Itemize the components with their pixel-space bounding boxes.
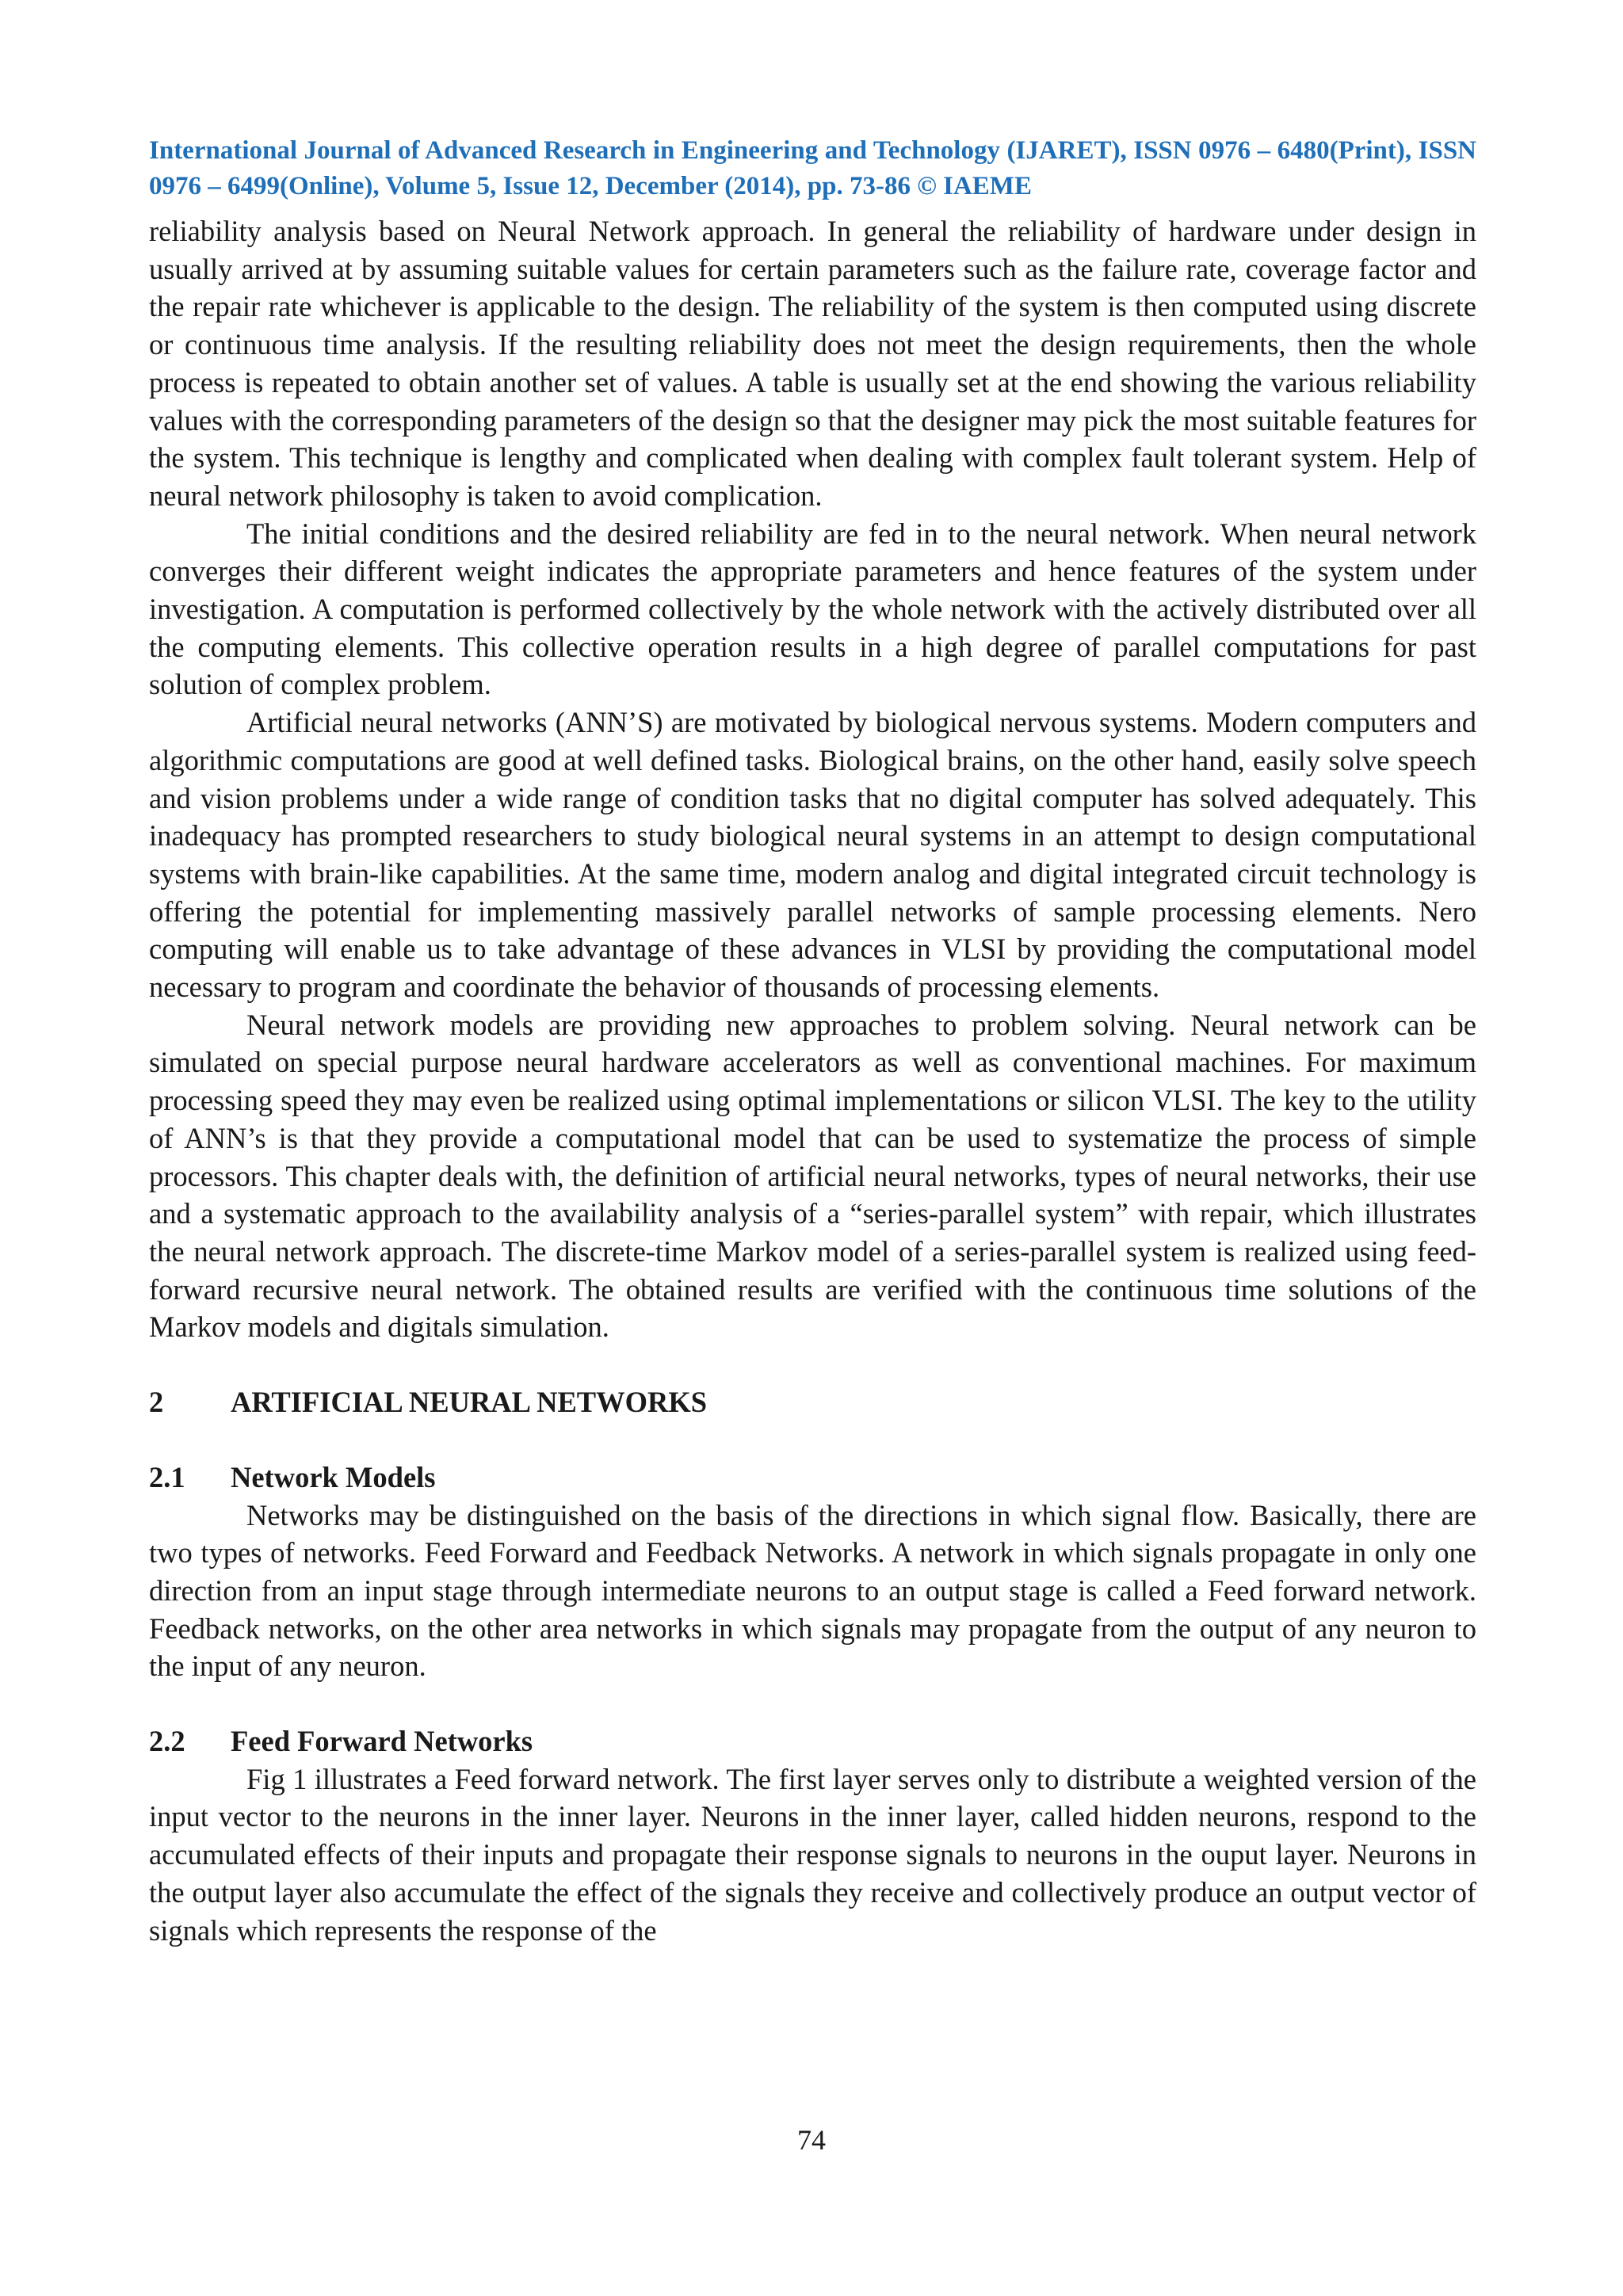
spacer <box>149 1346 1476 1383</box>
section-title: ARTIFICIAL NEURAL NETWORKS <box>231 1386 708 1419</box>
section-heading-2-2 <box>149 1722 1476 1760</box>
journal-header: International Journal of Advanced Research in Engineering and Technology (IJARET), ISSN 0976 – 6480(Print), ISSN 0976 – 6499(Online), Volume 5, Issue 12, December (2014), pp. 73-86 © IAEME <box>149 136 1476 200</box>
paper-page <box>149 133 1476 1949</box>
paragraph-2: The initial conditions and the desired reliability are fed in to the neural network. When neural network converges their different weight indicates the appropriate parameters and hence features of the system under investigation. A computation is performed collectively by the whole network with the actively distributed over all the computing elements. This collective operation results in a high degree of parallel computations for past solution of complex problem. <box>149 517 1476 701</box>
section-heading-2 <box>149 1383 1476 1421</box>
section-number: 2 <box>149 1386 164 1419</box>
paragraph-feed-forward: Fig 1 illustrates a Feed forward network. The first layer serves only to distribute a weighted version of the input vector to the neurons in the inner layer. Neurons in the inner layer, called hidden neurons, respond to the accumulated effects of their inputs and propagate their response signals to neurons in the ouput layer. Neurons in the output layer also accumulate the effect of the signals they receive and collectively produce an output vector of signals which represents the response of the <box>149 1762 1476 1947</box>
section-title: Feed Forward Networks <box>231 1725 533 1758</box>
spacer <box>149 1421 1476 1459</box>
spacer <box>149 1685 1476 1722</box>
paragraph-4: Neural network models are providing new approaches to problem solving. Neural network can be simulated on special purpose neural hardware accelerators as well as conventional machines. For maximum processing speed they may even be realized using optimal implementations or silicon VLSI. The key to the utility of ANN’s is that they provide a computational model that can be used to systematize the process of simple processors. This chapter deals with, the definition of artificial neural networks, types of neural networks, their use and a systematic approach to the availability analysis of a “series-parallel system” with repair, which illustrates the neural network approach. The discrete-time Markov model of a series-parallel system is realized using feed- forward recursive neural network. The obtained results are verified with the continuous time solutions of the Markov models and digitals simulation. <box>149 1008 1476 1344</box>
section-number: 2.1 <box>149 1460 185 1493</box>
paragraph-1: reliability analysis based on Neural Network approach. In general the reliability of hardware under design in usually arrived at by assuming suitable values for certain parameters such as the failure rate, coverage factor and the repair rate whichever is applicable to the design. The reliability of the system is then computed using discrete or continuous time analysis. If the resulting reliability does not meet the design requirements, then the whole process is repeated to obtain another set of values. A table is usually set at the end showing the various reliability values with the corresponding parameters of the design so that the designer may pick the most suitable features for the system. This technique is lengthy and complicated when dealing with complex fault tolerant system. Help of neural network philosophy is taken to avoid complication. <box>149 215 1476 512</box>
section-number: 2.2 <box>149 1725 185 1758</box>
paragraph-network-models: Networks may be distinguished on the basis of the directions in which signal flow. Basically, there are two types of networks. Feed Forward and Feedback Networks. A network in which signals propagate in only one direction from an input stage through intermediate neurons to an output stage is called a Feed forward network. Feedback networks, on the other area networks in which signals may propagate from the output of any neuron to the input of any neuron. <box>149 1498 1476 1683</box>
page-number: 74 <box>797 2124 826 2156</box>
paragraph-3: Artificial neural networks (ANN’S) are motivated by biological nervous systems. Modern computers and algorithmic computations are good at well defined tasks. Biological brains, on the other hand, easily solve speech and vision problems under a wide range of condition tasks that no digital computer has solved adequately. This inadequacy has prompted researchers to study biological neural systems in an attempt to design computational systems with brain-like capabilities. At the same time, modern analog and digital integrated circuit technology is offering the potential for implementing massively parallel networks of sample processing elements. Nero computing will enable us to take advantage of these advances in VLSI by providing the computational model necessary to program and coordinate the behavior of thousands of processing elements. <box>149 706 1476 1004</box>
section-heading-2-1 <box>149 1459 1476 1497</box>
section-title: Network Models <box>231 1460 436 1493</box>
